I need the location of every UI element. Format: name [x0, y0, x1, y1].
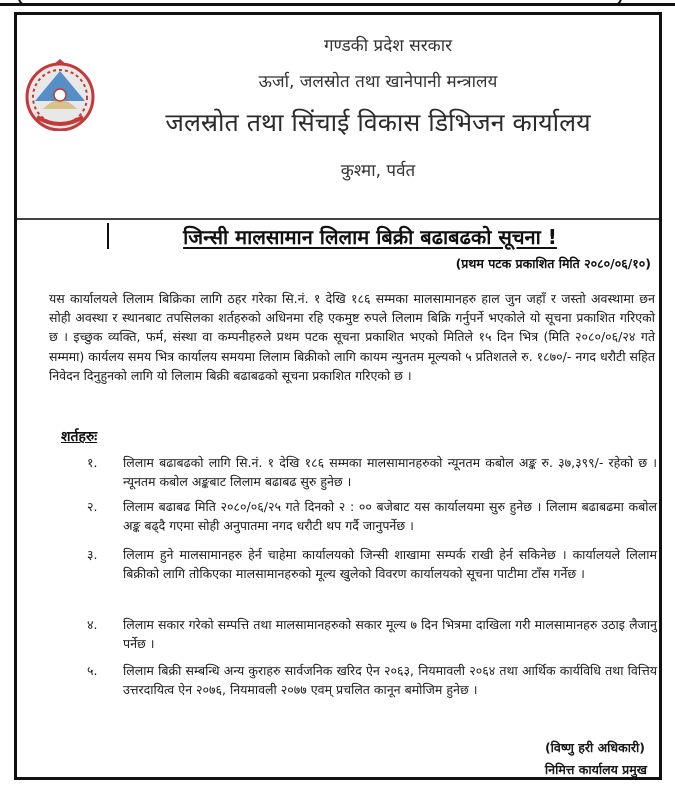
term-item — [77, 615, 657, 653]
term-number: १. — [87, 455, 98, 470]
term-number: ५. — [87, 663, 98, 678]
office-location: कुश्मा, पर्वत — [340, 161, 416, 181]
signatory-title: निमित्त कार्यालय प्रमुख — [544, 762, 647, 777]
term-item — [77, 661, 657, 699]
term-item — [77, 453, 657, 491]
term-text: लिलाम हुने मालसामानहरु हेर्न चाहेमा कार्यालयको जिन्सी शाखामा सम्पर्क राखी हेर्न सकिनेछ । कार्यालयले लिलाम बिक्रीको लागि तोकिएका मालसामानहरुको मूल्य खुलेको विवरण कार्यालयको सूचना पाटीमा टाँस गर्नेछ । — [123, 547, 657, 581]
term-number: ४. — [87, 617, 98, 632]
term-item — [77, 497, 657, 535]
term-text: लिलाम बिक्री सम्बन्धि अन्य कुराहरु सार्वजनिक खरिद ऐन २०६३, नियमावली २०६४ तथा आर्थिक कार्यविधि तथा वित्तिय उत्तरदायित्व ऐन २०७६, नियमावली २०७७ एवम् प्रचलित कानून बमोजिम हुनेछ । — [123, 663, 657, 697]
publication-date: (प्रथम पटक प्रकाशित मिति २०८०/०६/१०) — [455, 256, 651, 271]
term-item — [77, 545, 657, 583]
office-name: जलस्रोत तथा सिंचाई विकास डिभिजन कार्यालय — [165, 108, 591, 137]
terms-heading: शर्तहरुः — [61, 429, 98, 445]
notice-title: जिन्सी मालसामान लिलाम बिक्री बढाबढको सूचना ! — [183, 224, 557, 249]
term-number: २. — [87, 499, 98, 514]
government-name: गण्डकी प्रदेश सरकार — [323, 36, 453, 56]
term-text: लिलाम बढाबढको लागि सि.नं. १ देखि १८६ सम्मका मालसामानहरुको न्यूनतम कबोल अङ्क रु. ३७,३९९/- रहेको छ । न्यूनतम कबोल अङ्कबाट लिलाम बढाबढ सुरु हुनेछ । — [123, 455, 657, 489]
notice-frame — [14, 12, 662, 780]
ministry-name: ऊर्जा, जलस्रोत तथा खानेपानी मन्त्रालय — [258, 72, 498, 92]
notice-body: यस कार्यालयले लिलाम बिक्रिका लागि ठहर गरेका सि.नं. १ देखि १८६ सम्मका मालसामानहरु हाल जुन जहाँ र जस्तो अवस्थामा छन सोही अवस्था र स्थानबाट तपसिलका शर्तहरुको अधिनमा रहि एकमुष्ट रुपले लिलाम बिक्रि गर्नुपर्ने भएकोले यो सूचना प्रकाशित गरिएको छ । इच्छुक व्यक्ति, फर्म, संस्था वा कम्पनीहरुले प्रथम पटक सूचना प्रकाशित भएको मितिले १५ दिन भित्र (मिति २०८०/०६/२४ गते सम्ममा) कार्यलय समय भित्र कार्यालय समयमा लिलाम बिक्रीको लागि कायम न्युनतम मूल्यको ५ प्रतिशतले रु. १८७०/- नगद धरौटी सहित निवेदन दिनुहुनको लागि यो लिलाम बिक्री बढाबढको सूचना प्रकाशित गरिएको छ । — [49, 291, 655, 383]
top-border-fragment — [0, 0, 675, 6]
signatory-name: (विष्णु हरी अधिकारी) — [544, 740, 645, 755]
term-number: ३. — [87, 547, 98, 562]
term-text: लिलाम बढाबढ मिति २०८०/०६/२५ गते दिनको २ : ०० बजेबाट यस कार्यालयमा सुरु हुनेछ । लिलाम बढाबढमा कबोल अङ्क बढ्दै गएमा सोही अनुपातमा नगद धरौटी थप गर्दै जानुपर्नेछ । — [123, 499, 657, 533]
header-divider — [17, 218, 659, 220]
letterhead — [17, 15, 659, 219]
term-text: लिलाम सकार गरेको सम्पत्ति तथा मालसामानहरुको सकार मूल्य ७ दिन भित्रमा दाखिला गरी मालसामानहरु उठाइ लैजानु पर्नेछ । — [123, 617, 657, 651]
